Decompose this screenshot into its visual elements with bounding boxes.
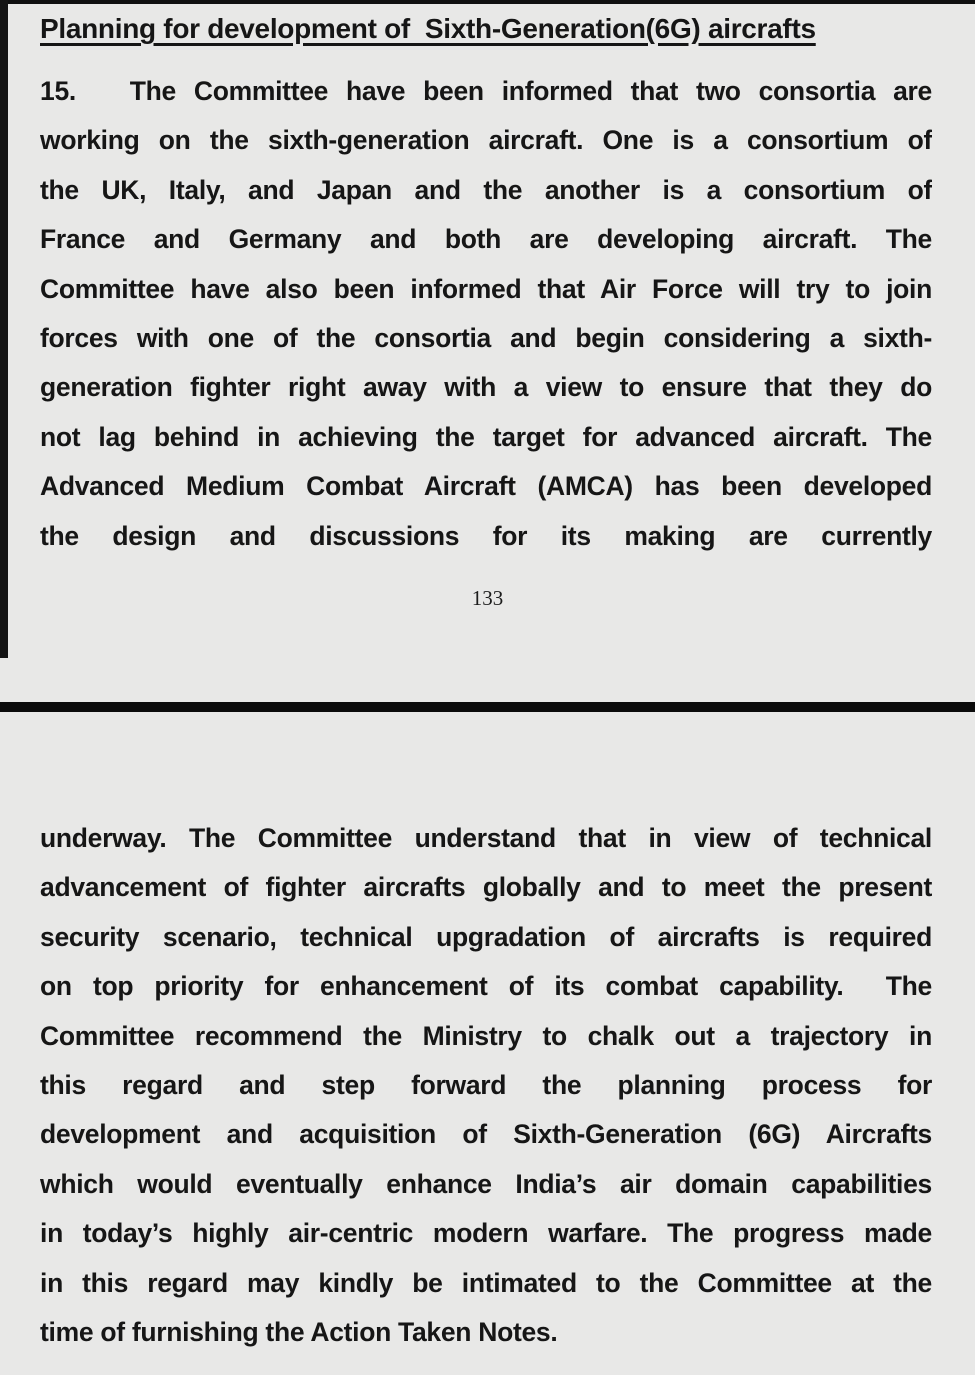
text-line: time of furnishing the Action Taken Notes. — [40, 1316, 558, 1347]
text-line: this regard and step forward the planning process for — [40, 1069, 932, 1100]
text-line: France and Germany and both are developing aircraft. The — [40, 224, 932, 255]
scan-artifact-left-bar — [0, 0, 8, 658]
text-line: security scenario, technical upgradation of aircrafts is required — [40, 921, 932, 952]
paragraph-15 — [40, 67, 932, 561]
text-line: Committee have also been informed that Air Force will try to join — [40, 273, 932, 304]
text-line: the design and discussions for its making are currently — [40, 520, 932, 551]
text-line: not lag behind in achieving the target for advanced aircraft. The — [40, 421, 932, 452]
section-heading: Planning for development of Sixth-Generation(6G) aircrafts — [40, 13, 816, 44]
page-number: 133 — [471, 586, 504, 610]
paragraph-15-continued — [40, 814, 932, 1357]
text-line: in this regard may kindly be intimated to the Committee at the — [40, 1267, 932, 1298]
text-line: forces with one of the consortia and begin considering a sixth- — [40, 322, 932, 353]
text-line: which would eventually enhance India’s air domain capabilities — [40, 1168, 932, 1199]
text-line: advancement of fighter aircrafts globally and to meet the present — [40, 872, 932, 903]
text-line: on top priority for enhancement of its combat capability. The — [40, 971, 932, 1002]
text-line: Advanced Medium Combat Aircraft (AMCA) has been developed — [40, 471, 932, 502]
text-line: 15. The Committee have been informed that two consortia are — [40, 76, 932, 106]
text-line: development and acquisition of Sixth-Generation (6G) Aircrafts — [40, 1119, 932, 1150]
text-line: the UK, Italy, and Japan and the another is a consortium of — [40, 174, 932, 205]
text-line: Committee recommend the Ministry to chalk out a trajectory in — [40, 1020, 932, 1051]
text-line: generation fighter right away with a view to ensure that they do — [40, 372, 932, 403]
scan-artifact-top-bar — [0, 0, 975, 4]
text-line: in today’s highly air-centric modern warfare. The progress made — [40, 1218, 932, 1249]
text-line: working on the sixth-generation aircraft. One is a consortium of — [40, 125, 932, 156]
page-break-divider — [0, 702, 975, 712]
text-line: underway. The Committee understand that in view of technical — [40, 823, 932, 853]
